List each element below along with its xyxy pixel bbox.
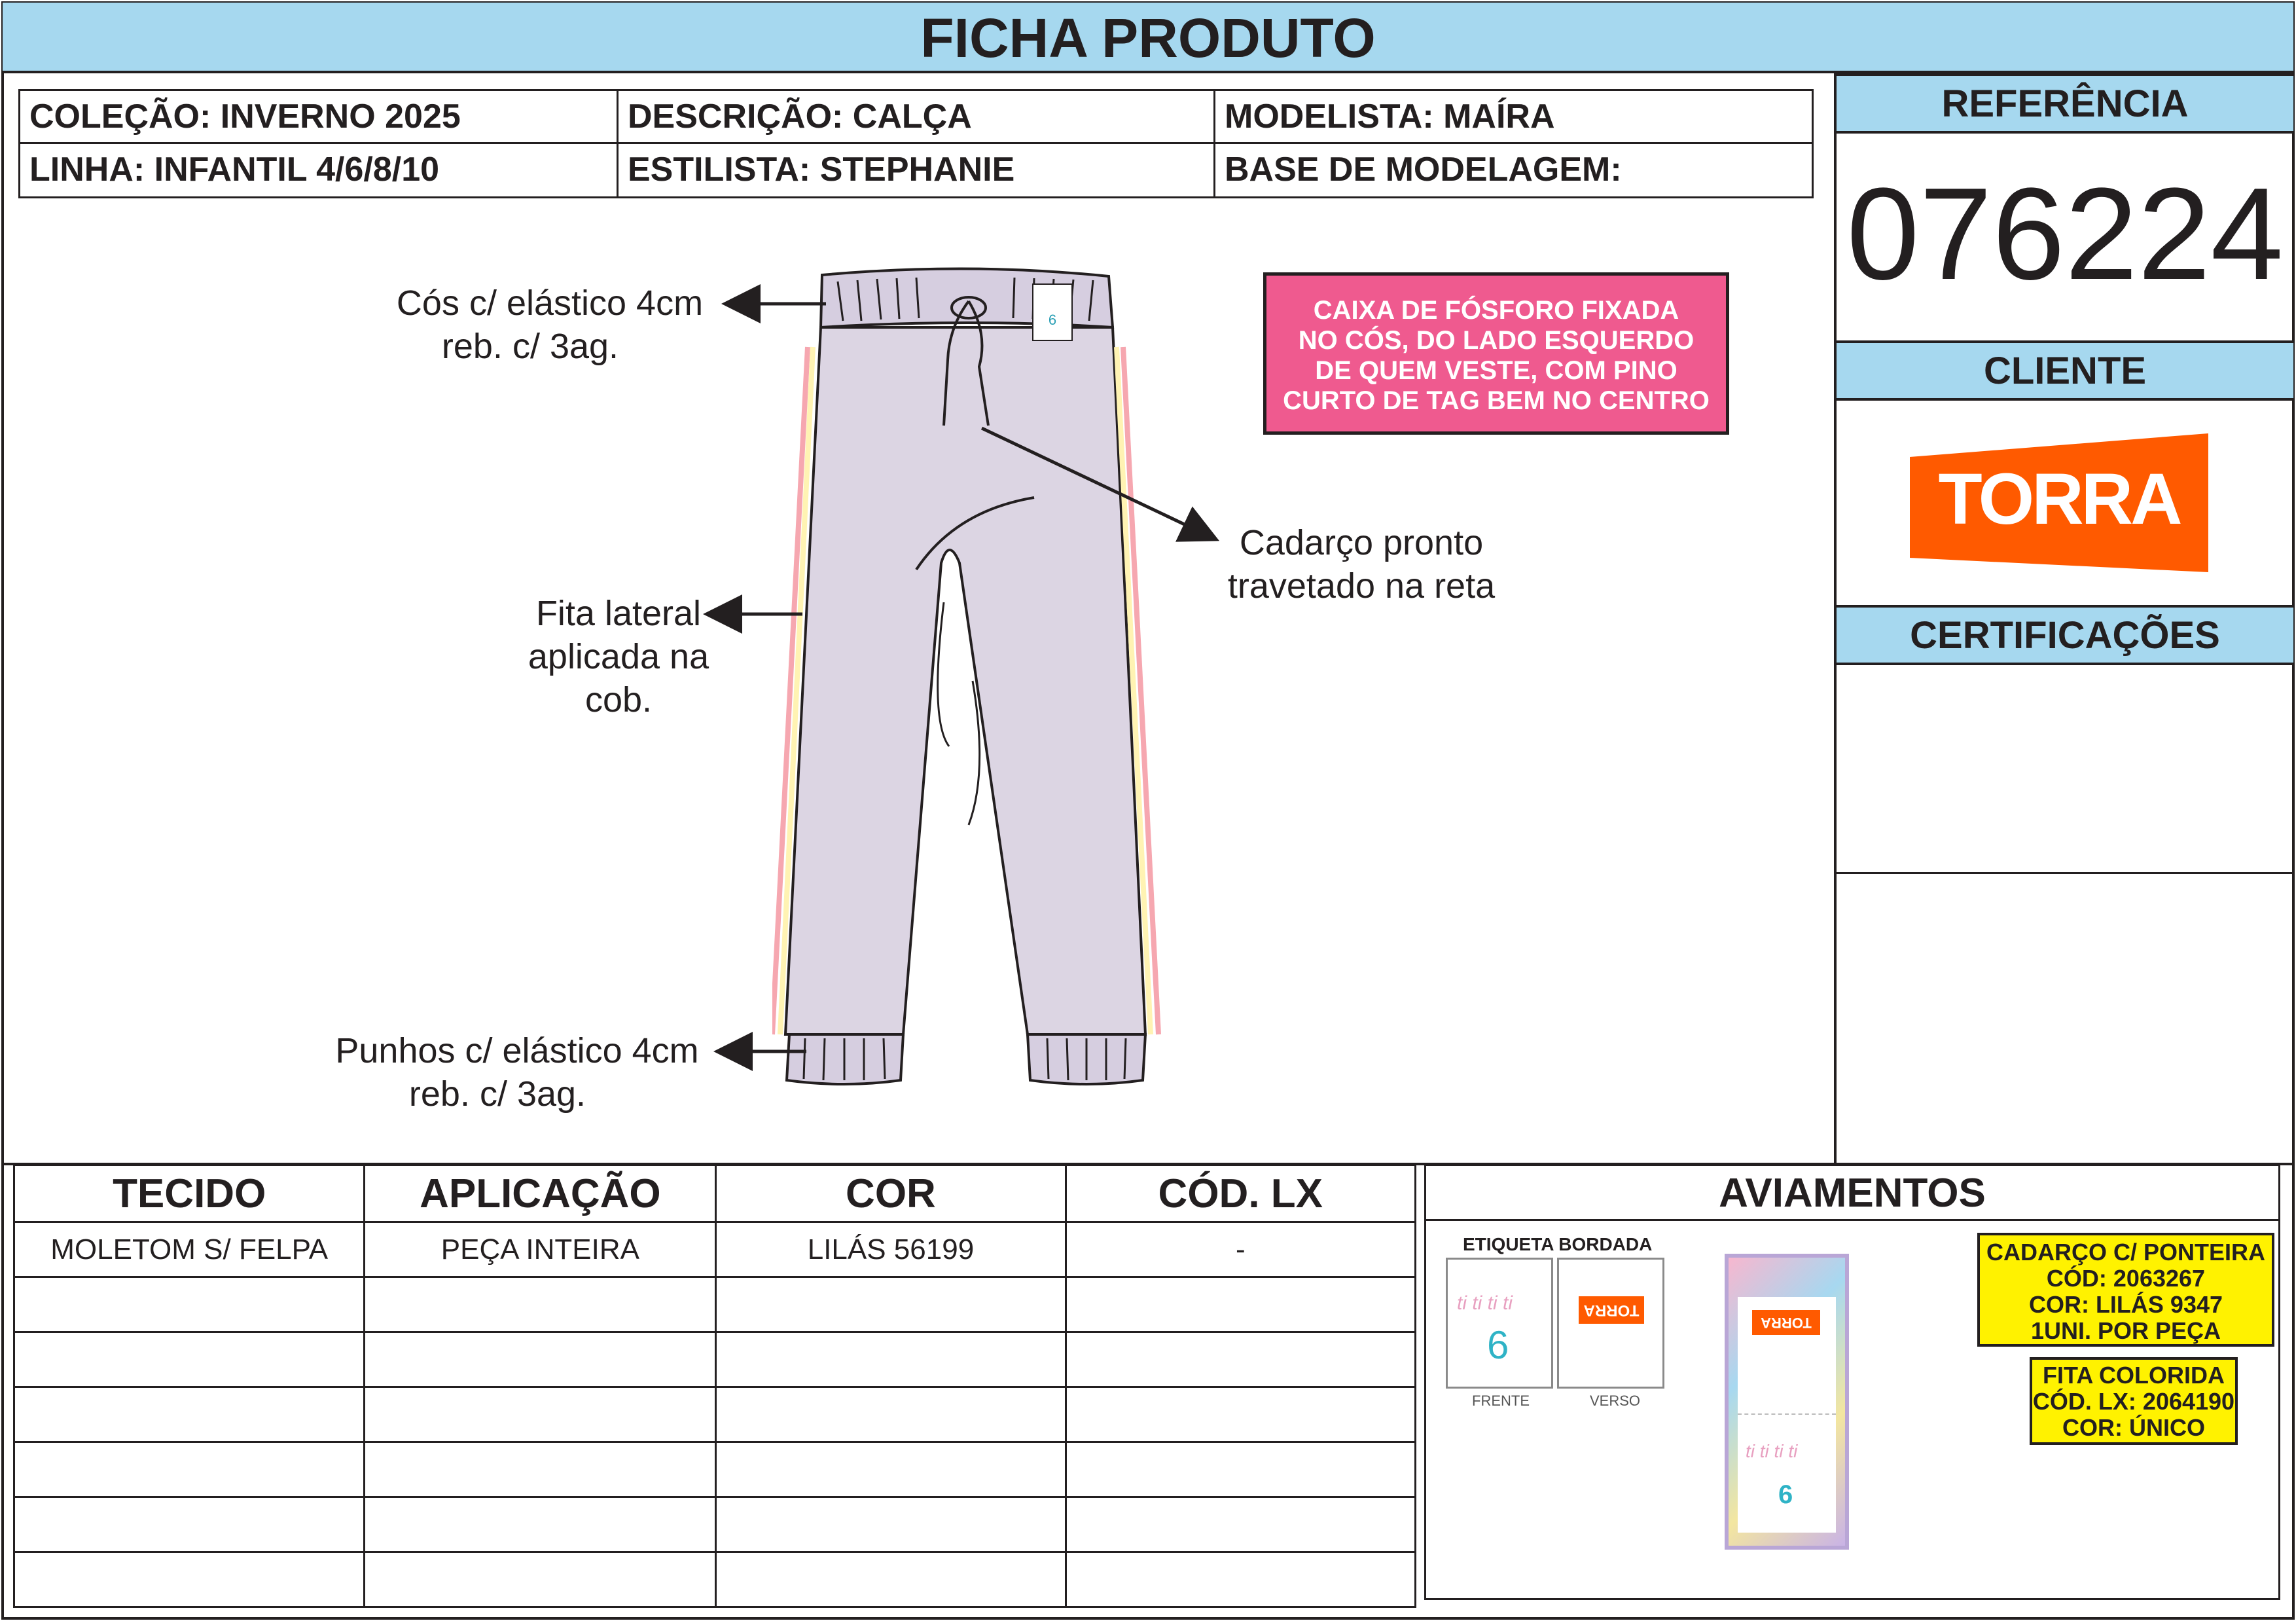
- table-cell: MOLETOM S/ FELPA: [14, 1222, 365, 1277]
- materials-header-row: [14, 1165, 1416, 1222]
- table-cell: [716, 1442, 1066, 1497]
- aviamentos-panel: [1424, 1164, 2280, 1600]
- table-cell: [1066, 1442, 1415, 1497]
- cadarco-spec-line: 1UNI. POR PEÇA: [2030, 1317, 2221, 1344]
- cadarco-arrow: [982, 428, 1213, 538]
- table-cell: [716, 1552, 1066, 1607]
- note-line4: CURTO DE TAG BEM NO CENTRO: [1283, 386, 1710, 415]
- referencia-value: 076224: [1846, 161, 2284, 307]
- table-cell: LILÁS 56199: [716, 1222, 1066, 1277]
- table-cell: [365, 1387, 716, 1442]
- aviamentos-title: AVIAMENTOS: [1426, 1166, 2278, 1221]
- etiqueta-verso: [1557, 1258, 1664, 1389]
- cadarco-spec-line: CADARÇO C/ PONTEIRA: [1986, 1239, 2265, 1266]
- cos-callout-line1: Cós c/ elástico 4cm: [396, 283, 704, 323]
- table-cell: [14, 1277, 365, 1332]
- table-cell: [14, 1387, 365, 1442]
- referencia-header: REFERÊNCIA: [1837, 73, 2293, 134]
- table-row: [14, 1552, 1416, 1607]
- waistband-tag-size: 6: [1048, 312, 1057, 328]
- etiqueta-frente: [1446, 1258, 1553, 1389]
- torra-logo-text: TORRA: [1938, 459, 2180, 539]
- cor-header: COR: [716, 1165, 1066, 1222]
- hang-tag-brand: ti ti ti ti: [1746, 1441, 1798, 1461]
- fita-callout: [497, 592, 740, 721]
- cod-lx-header: CÓD. LX: [1066, 1165, 1415, 1222]
- page-title: FICHA PRODUTO: [3, 3, 2293, 73]
- table-cell: [365, 1277, 716, 1332]
- etiqueta-frente-brand: ti ti ti ti: [1457, 1292, 1513, 1314]
- table-row: [14, 1387, 1416, 1442]
- cadarco-spec-line: CÓD: 2063267: [2046, 1265, 2206, 1292]
- punhos-callout: [314, 1029, 720, 1116]
- table-cell: [1066, 1387, 1415, 1442]
- punhos-callout-line1: Punhos c/ elástico 4cm: [335, 1031, 699, 1070]
- table-cell: -: [1066, 1222, 1415, 1277]
- etiqueta-frente-size: 6: [1487, 1323, 1509, 1367]
- table-cell: [1066, 1277, 1415, 1332]
- etiqueta-verso-logo: TORRA: [1579, 1296, 1644, 1324]
- base-modelagem-field: BASE DE MODELAGEM:: [1213, 142, 1814, 198]
- note-line2: NO CÓS, DO LADO ESQUERDO: [1298, 326, 1695, 355]
- table-row: [14, 1332, 1416, 1387]
- fita-callout-line2: aplicada na: [528, 637, 709, 676]
- tecido-header: TECIDO: [14, 1165, 365, 1222]
- verso-caption: VERSO: [1590, 1393, 1641, 1409]
- table-row: [14, 1277, 1416, 1332]
- table-cell: [365, 1442, 716, 1497]
- cliente-header: CLIENTE: [1837, 340, 2293, 401]
- cadarco-callout: [1211, 521, 1512, 608]
- fixation-note: [1263, 272, 1729, 435]
- table-row: [14, 1222, 1416, 1277]
- table-cell: [365, 1497, 716, 1552]
- modelista-field: MODELISTA: MAÍRA: [1213, 89, 1814, 144]
- fita-spec-line: CÓD. LX: 2064190: [2032, 1388, 2235, 1415]
- fita-spec-line: COR: ÚNICO: [2062, 1414, 2205, 1441]
- hang-tag-logo: TORRA: [1752, 1310, 1820, 1335]
- certificacoes-header: CERTIFICAÇÕES: [1837, 605, 2293, 665]
- frente-caption: FRENTE: [1472, 1393, 1530, 1409]
- note-line1: CAIXA DE FÓSFORO FIXADA: [1313, 296, 1679, 325]
- colecao-field: COLEÇÃO: INVERNO 2025: [18, 89, 619, 144]
- materials-table: [13, 1164, 1416, 1608]
- estilista-field: ESTILISTA: STEPHANIE: [617, 142, 1215, 198]
- cadarco-spec-box: [1977, 1233, 2274, 1347]
- cadarco-callout-line2: travetado na reta: [1227, 566, 1496, 606]
- etiqueta-label: ETIQUETA BORDADA: [1463, 1234, 1653, 1254]
- table-row: [14, 1497, 1416, 1552]
- fita-spec-box: [2030, 1357, 2238, 1445]
- linha-field: LINHA: INFANTIL 4/6/8/10: [18, 142, 619, 198]
- hang-tag-inner: [1738, 1297, 1836, 1533]
- table-cell: PEÇA INTEIRA: [365, 1222, 716, 1277]
- hang-tag-fold: [1738, 1413, 1836, 1415]
- aplicacao-header: APLICAÇÃO: [365, 1165, 716, 1222]
- fita-spec-line: FITA COLORIDA: [2043, 1362, 2225, 1389]
- descricao-field: DESCRIÇÃO: CALÇA: [617, 89, 1215, 144]
- table-cell: [716, 1277, 1066, 1332]
- table-cell: [716, 1332, 1066, 1387]
- cadarco-spec-line: COR: LILÁS 9347: [2028, 1291, 2223, 1318]
- table-cell: [716, 1387, 1066, 1442]
- fita-callout-line1: Fita lateral: [535, 594, 702, 633]
- table-cell: [1066, 1497, 1415, 1552]
- table-cell: [14, 1442, 365, 1497]
- table-cell: [1066, 1552, 1415, 1607]
- table-cell: [365, 1552, 716, 1607]
- cadarco-callout-line1: Cadarço pronto: [1239, 523, 1484, 562]
- table-cell: [716, 1497, 1066, 1552]
- punhos-callout-line2: reb. c/ 3ag.: [408, 1074, 586, 1114]
- cos-callout: [367, 282, 733, 368]
- hang-tag-size: 6: [1778, 1480, 1793, 1509]
- note-line3: DE QUEM VESTE, COM PINO: [1315, 356, 1677, 385]
- table-row: [14, 1442, 1416, 1497]
- hang-tag: [1725, 1254, 1849, 1550]
- fita-callout-line3: cob.: [584, 680, 653, 719]
- table-cell: [14, 1552, 365, 1607]
- table-cell: [365, 1332, 716, 1387]
- table-cell: [14, 1332, 365, 1387]
- cos-callout-line2: reb. c/ 3ag.: [441, 327, 619, 366]
- table-cell: [14, 1497, 365, 1552]
- table-cell: [1066, 1332, 1415, 1387]
